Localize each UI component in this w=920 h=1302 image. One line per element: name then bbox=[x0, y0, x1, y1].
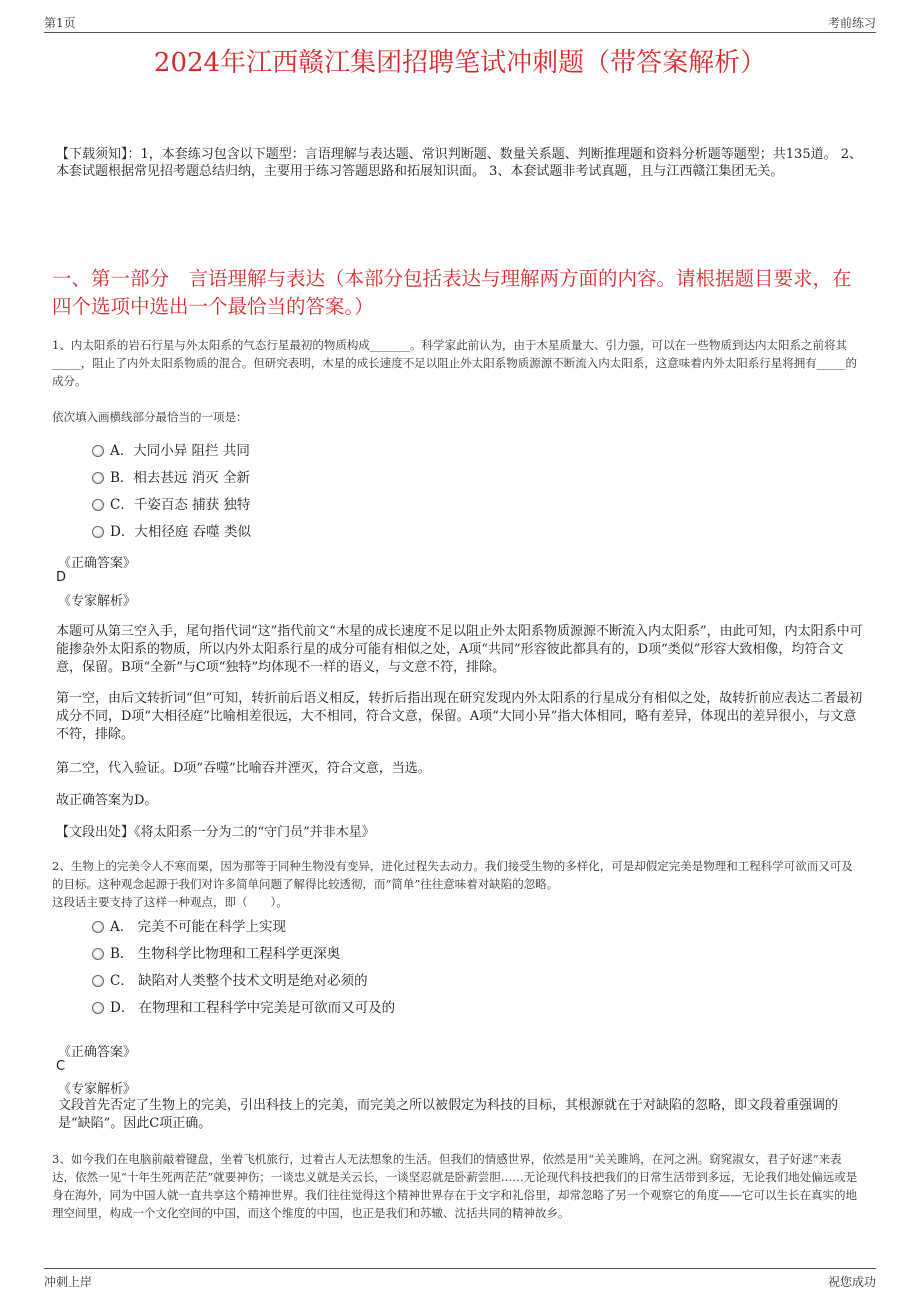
question-2-answer: C bbox=[56, 1059, 66, 1074]
question-1-source: 【文段出处】《将太阳系一分为二的“守门员”并非木星》 bbox=[56, 825, 375, 840]
question-1-option-d[interactable]: D．大相径庭 吞噬 类似 bbox=[92, 522, 251, 542]
radio-icon[interactable] bbox=[92, 472, 104, 484]
radio-icon[interactable] bbox=[92, 948, 104, 960]
footer-divider bbox=[44, 1268, 876, 1269]
question-2-option-a[interactable]: A． 完美不可能在科学上实现 bbox=[92, 917, 286, 937]
question-3-text: 3、如今我们在电脑前敲着键盘，坐着飞机旅行，过着古人无法想象的生活。但我们的情感世界，依然是用“关关雎鸠，在河之洲。窈窕淑女，君子好逑”来表达，依然一见“十年生死两茫茫”就要神伤；一谈忠义就是关云长，一谈坚忍就是卧薪尝胆……无论现代科技把我们的日常生活带到多远，无论我们地处偏远或是身在海外，同为中国人就一直共享这个精神世界。我们往往觉得这个精神世界存在于文字和礼俗里，却常忽略了另一个观察它的角度——它可以生长在真实的地理空间里，构成一个文化空间的中国，而这个维度的中国，也正是我们和苏辙、沈括共同的精神故乡。 bbox=[52, 1152, 858, 1220]
question-1-analysis-label: 《专家解析》 bbox=[58, 594, 137, 609]
question-1-text: 1、内太阳系的岩石行星与外太阳系的气态行星最初的物质构成_______。科学家此前认为，由于木星质量大、引力强，可以在一些物质到达内太阳系之前将其_____，阻止了内外太阳系物质的混合。但研究表明，木星的成长速度不足以阻止外太阳系物质源源不断流入内太阳系，这意味着内外太阳系行星将拥有_____的成分。 bbox=[52, 338, 857, 388]
header-divider bbox=[44, 32, 876, 33]
question-2-text: 2、生物上的完美令人不寒而栗，因为那等于同种生物没有变异，进化过程失去动力。我们接受生物的多样化，可是却假定完美是物理和工程科学可欲而又可及的目标。这种观念起源于我们对许多简单问题了解得比较透彻，而“简单”往往意味着对缺陷的忽略。 bbox=[52, 859, 853, 891]
question-2-analysis-label: 《专家解析》 bbox=[58, 1082, 137, 1097]
question-1-answer-label: 《正确答案》 bbox=[58, 556, 137, 571]
question-2-analysis: 文段首先否定了生物上的完美，引出科技上的完美，而完美之所以被假定为科技的目标，其根源就在于对缺陷的忽略，即文段着重强调的是“缺陷”。因此C项正确。 bbox=[58, 1098, 839, 1131]
radio-icon[interactable] bbox=[92, 975, 104, 987]
section-title: 一、第一部分 言语理解与表达（本部分包括表达与理解两方面的内容。请根据题目要求，在四个选项中选出一个最恰当的答案。） bbox=[52, 267, 852, 318]
radio-icon[interactable] bbox=[92, 526, 104, 538]
footer-right-label: 祝您成功 bbox=[827, 1275, 876, 1289]
radio-icon[interactable] bbox=[92, 445, 104, 457]
question-2-option-d[interactable]: D． 在物理和工程科学中完美是可欲而又可及的 bbox=[92, 998, 395, 1018]
radio-icon[interactable] bbox=[92, 1002, 104, 1014]
question-1-analysis-p4: 故正确答案为D。 bbox=[56, 793, 158, 808]
question-1-option-c[interactable]: C．千姿百态 捕获 独特 bbox=[92, 495, 250, 515]
radio-icon[interactable] bbox=[92, 499, 104, 511]
question-2-option-b[interactable]: B． 生物科学比物理和工程科学更深奥 bbox=[92, 944, 340, 964]
header-label: 考前练习 bbox=[827, 16, 876, 30]
question-2-answer-label: 《正确答案》 bbox=[58, 1045, 137, 1060]
question-1-option-b[interactable]: B．相去甚远 消灭 全新 bbox=[92, 468, 250, 488]
question-1-analysis-p3: 第二空，代入验证。D项“吞噬”比喻吞并湮灭，符合文意，当选。 bbox=[56, 761, 431, 776]
question-1-answer: D bbox=[56, 570, 67, 585]
question-2-option-c[interactable]: C． 缺陷对人类整个技术文明是绝对必须的 bbox=[92, 971, 368, 991]
question-2-prompt: 这段话主要支持了这样一种观点，即（ ）。 bbox=[52, 895, 288, 909]
download-notice: 【下载须知】：1，本套练习包含以下题型：言语理解与表达题、常识判断题、数量关系题、判断推理题和资料分析题等题型；共135道。 2、本套试题根据常见招考题总结归纳，主要用于练习答题思路和拓展知识面。 3、本套试题非考试真题，且与江西赣江集团无关。 bbox=[56, 147, 862, 179]
page-number: 第1页 bbox=[44, 16, 76, 30]
question-1-option-a[interactable]: A．大同小异 阻拦 共同 bbox=[92, 441, 250, 461]
question-1-analysis-p1: 本题可从第三空入手，尾句指代词“这”指代前文“木星的成长速度不足以阻止外太阳系物质源源不断流入内太阳系”，由此可知，内太阳系中可能掺杂外太阳系的物质，所以内外太阳系行星的成分可能有相似之处，A项“共同”形容彼此都具有的，D项“类似”形容大致相像，均符合文意，保留。B项“全新”与C项“独特”均体现不一样的语义，与文意不符，排除。 bbox=[56, 624, 863, 675]
radio-icon[interactable] bbox=[92, 921, 104, 933]
question-1-analysis-p2: 第一空，由后文转折词“但”可知，转折前后语义相反，转折后指出现在研究发现内外太阳系的行星成分有相似之处，故转折前应表达二者最初成分不同，D项“大相径庭”比喻相差很远，大不相同，符合文意，保留。A项“大同小异”指大体相同，略有差异，体现出的差异很小，与文意不符，排除。 bbox=[56, 691, 863, 742]
footer-left-label: 冲刺上岸 bbox=[44, 1275, 93, 1289]
page-title: 2024年江西赣江集团招聘笔试冲刺题（带答案解析） bbox=[153, 48, 767, 78]
question-1-prompt: 依次填入画横线部分最恰当的一项是： bbox=[52, 410, 248, 424]
